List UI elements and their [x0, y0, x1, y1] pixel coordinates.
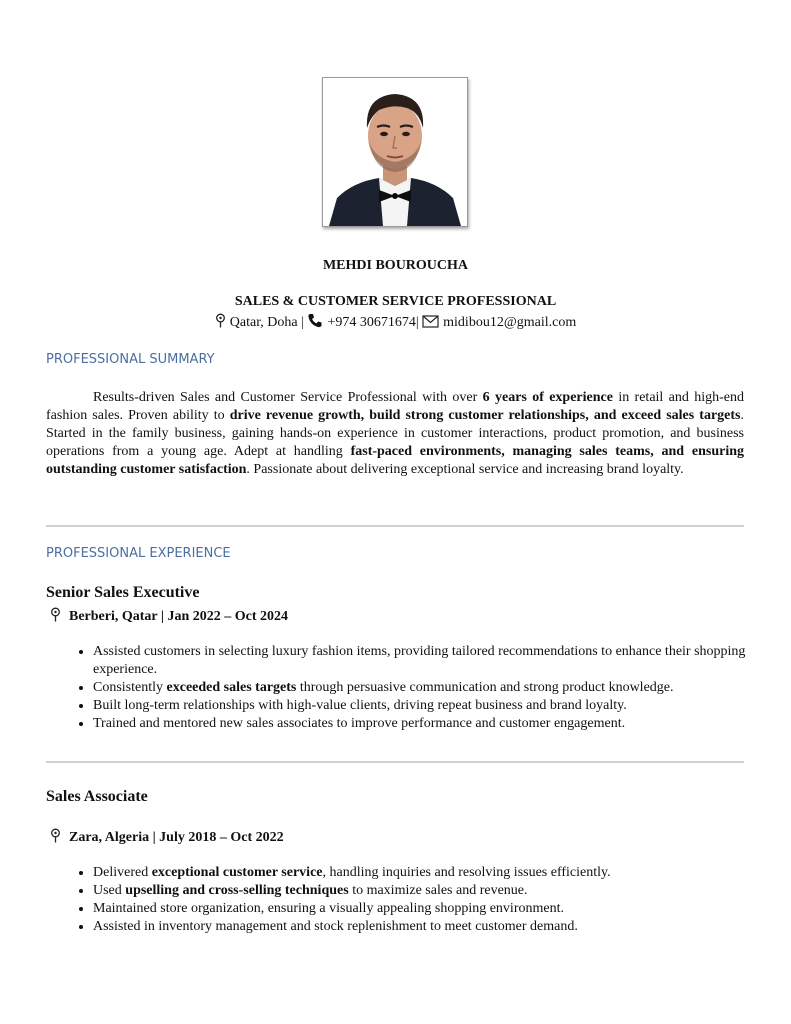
section-divider	[46, 525, 744, 527]
separator: |	[297, 315, 308, 330]
bullet-highlight: exceeded sales targets	[166, 680, 297, 695]
summary-text: in retail and high-end fashion sales. Proven ability to	[46, 390, 744, 423]
job-role: Senior Sales Executive	[46, 584, 200, 601]
separator: |	[415, 315, 423, 330]
envelope-icon	[422, 315, 439, 333]
map-pin-icon	[50, 607, 61, 627]
summary-text: Results-driven Sales and Customer Service Professional with over	[93, 390, 483, 405]
list-item	[93, 882, 791, 900]
bullet-text: Assisted in inventory management and stock replenishment to meet customer demand.	[93, 919, 578, 934]
job-role: Sales Associate	[46, 788, 148, 805]
bullet-text: Assisted customers in selecting luxury fashion items, providing tailored recommendations to enhance their shopping experience.	[93, 644, 746, 677]
list-item	[93, 900, 791, 918]
list-item	[93, 918, 791, 936]
bullet-highlight: exceptional customer service	[151, 865, 323, 880]
list-item	[93, 864, 791, 882]
bullet-text: Consistently	[93, 680, 167, 695]
bullet-highlight: upselling and cross-selling techniques	[125, 883, 349, 898]
profile-photo	[322, 77, 468, 227]
map-pin-icon	[215, 313, 226, 333]
bullet-text: Maintained store organization, ensuring a visually appealing shopping environment.	[93, 901, 564, 916]
summary-highlight: fast-paced environments, managing sales teams, and ensuring outstanding customer satisfaction	[46, 444, 744, 477]
email-link[interactable]: midibou12@gmail.com	[443, 315, 577, 330]
summary-highlight: drive revenue growth, build strong customer relationships, and exceed sales targets	[229, 408, 741, 423]
phone-icon	[307, 313, 323, 333]
job-meta	[50, 607, 288, 627]
bullet-text: through persuasive communication and strong product knowledge.	[296, 680, 674, 695]
job-meta-text: Berberi, Qatar | Jan 2022 – Oct 2024	[69, 609, 289, 624]
list-item	[93, 697, 791, 715]
bullet-text: Delivered	[93, 865, 152, 880]
list-item	[93, 715, 791, 733]
bullet-text: , handling inquiries and resolving issues efficiently.	[322, 865, 611, 880]
experience-heading: PROFESSIONAL EXPERIENCE	[46, 546, 231, 561]
bullet-text: Used	[93, 883, 126, 898]
job-bullets	[46, 864, 791, 936]
bullet-text: to maximize sales and revenue.	[348, 883, 528, 898]
contact-line	[0, 313, 791, 333]
bullet-text: Trained and mentored new sales associates to improve performance and customer engagement.	[93, 716, 626, 731]
candidate-name: MEHDI BOUROUCHA	[322, 258, 469, 273]
location-text: Qatar, Doha	[229, 315, 298, 330]
job-bullets	[46, 643, 791, 733]
section-divider	[46, 761, 744, 763]
map-pin-icon	[50, 828, 61, 848]
bullet-text: Built long-term relationships with high-value clients, driving repeat business and brand loyalty.	[93, 698, 627, 713]
summary-highlight: 6 years of experience	[482, 390, 613, 405]
list-item	[93, 643, 791, 679]
summary-text: . Started in the family business, gaining hands-on experience in customer interactions, product promotion, and business operations from a young age. Adept at handling	[46, 408, 744, 459]
job-meta-text: Zara, Algeria | July 2018 – Oct 2022	[69, 830, 284, 845]
summary-paragraph	[46, 389, 744, 479]
job-meta	[50, 828, 284, 848]
list-item	[93, 679, 791, 697]
summary-heading: PROFESSIONAL SUMMARY	[46, 352, 215, 367]
summary-text: . Passionate about delivering exceptional service and increasing brand loyalty.	[246, 462, 684, 477]
job-title: SALES & CUSTOMER SERVICE PROFESSIONAL	[234, 294, 557, 309]
phone-link[interactable]: +974 30671674	[327, 315, 416, 330]
